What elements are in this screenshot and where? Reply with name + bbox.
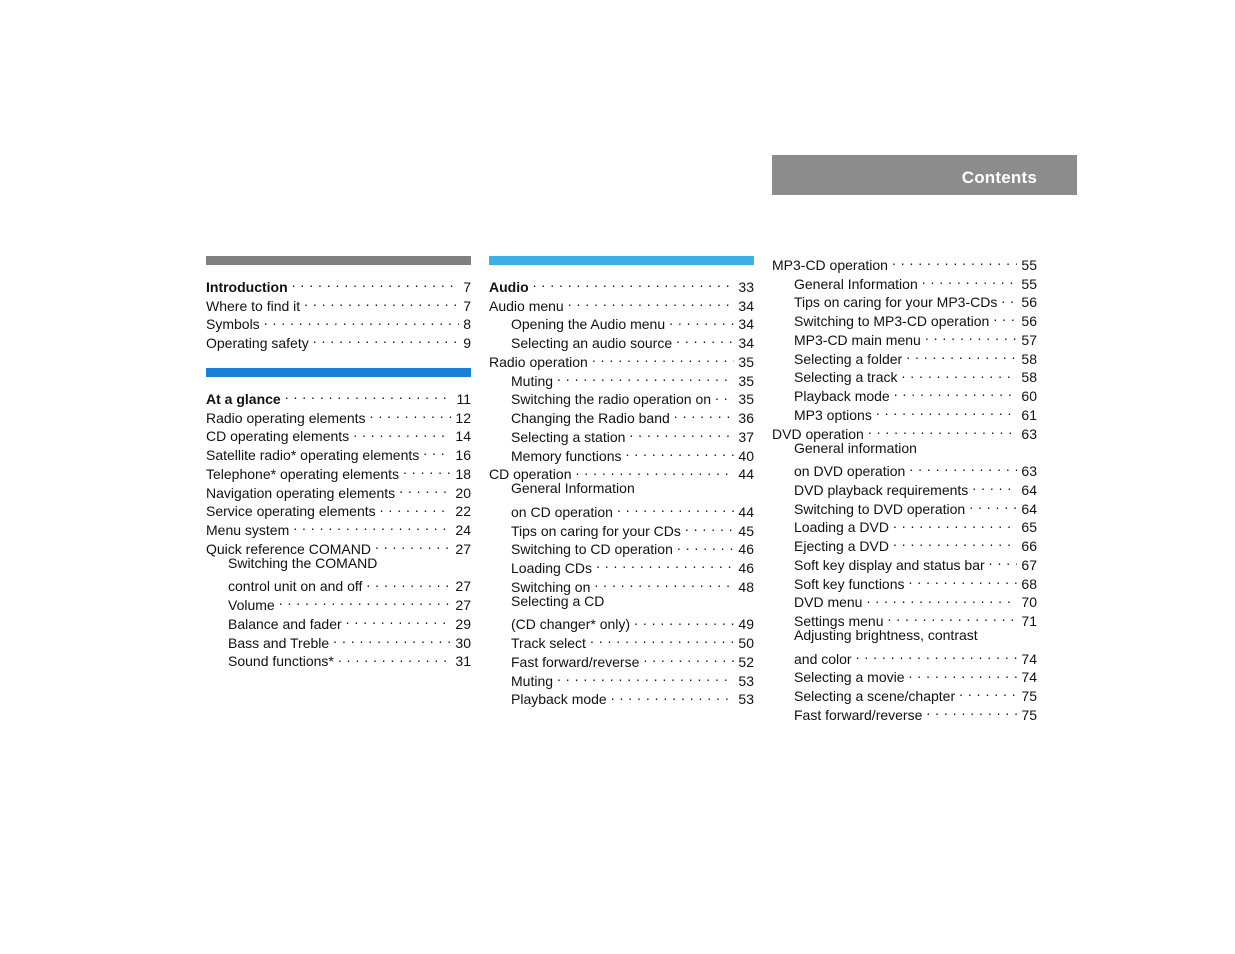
dot-leader <box>856 645 1018 664</box>
dot-leader <box>674 404 735 423</box>
dot-leader <box>866 589 1017 608</box>
toc-list <box>772 251 1037 723</box>
toc-entry-label: Tips on caring for your CDs <box>511 522 681 539</box>
dot-leader <box>892 251 1017 270</box>
dot-leader <box>906 345 1017 364</box>
toc-entry-page: 74 <box>1021 669 1037 686</box>
toc-section <box>489 256 754 708</box>
dot-leader <box>399 479 451 498</box>
toc-entry[interactable] <box>489 498 754 520</box>
toc-entry-label: Switching to DVD operation <box>794 500 966 517</box>
toc-entry-label: Navigation operating elements <box>206 484 396 501</box>
toc-entry-label: on DVD operation <box>794 463 906 479</box>
toc-entry-label: Soft key display and status bar <box>794 556 985 573</box>
toc-section <box>772 251 1037 723</box>
toc-entry-label: Selecting a CD <box>511 592 605 609</box>
toc-entry-page: 61 <box>1021 406 1037 423</box>
toc-entry-label: Symbols <box>206 316 260 333</box>
toc-entry-page: 35 <box>738 372 754 389</box>
dot-leader <box>685 517 735 536</box>
toc-entry-label: Radio operating elements <box>206 409 366 426</box>
toc-entry-page: 46 <box>738 541 754 558</box>
toc-entry-page: 64 <box>1021 481 1037 498</box>
dot-leader <box>533 273 735 292</box>
dot-leader <box>285 385 453 404</box>
toc-entry-page: 14 <box>455 428 471 445</box>
toc-entry[interactable] <box>772 457 1037 479</box>
dot-leader <box>353 423 451 442</box>
toc-entry[interactable] <box>489 479 754 498</box>
toc-column-1 <box>206 256 471 686</box>
toc-entry-label: Introduction <box>206 278 288 295</box>
toc-entry-page: 37 <box>738 428 754 445</box>
toc-entry-page: 16 <box>455 447 471 463</box>
toc-entry-page: 58 <box>1021 369 1037 386</box>
toc-entry-page: 65 <box>1021 519 1037 536</box>
dot-leader <box>643 648 734 667</box>
toc-entry-page: 27 <box>455 597 471 613</box>
toc-entry-label: MP3-CD main menu <box>794 331 921 348</box>
toc-entry-page: 56 <box>1021 313 1037 329</box>
dot-leader <box>568 292 735 311</box>
toc-entry-label: Selecting a track <box>794 369 898 386</box>
dot-leader <box>279 591 452 610</box>
toc-entry-page: 36 <box>738 410 754 426</box>
toc-entry-page: 64 <box>1021 500 1037 517</box>
dot-leader <box>380 498 452 517</box>
toc-entry-page: 35 <box>738 391 754 408</box>
dot-leader <box>338 648 452 667</box>
toc-entry-page: 60 <box>1021 388 1037 404</box>
toc-entry-label: MP3-CD operation <box>772 256 888 273</box>
toc-entry-page: 75 <box>1021 688 1037 704</box>
toc-entry-label: MP3 options <box>794 406 872 423</box>
toc-entry-page: 18 <box>455 465 471 482</box>
dot-leader <box>925 326 1018 345</box>
toc-section <box>206 368 471 670</box>
toc-entry-label: Loading CDs <box>511 560 592 576</box>
dot-leader <box>909 570 1018 589</box>
toc-entry-page: 27 <box>455 540 471 557</box>
toc-entry-label: Selecting a movie <box>794 669 905 686</box>
toc-entry-label: Tips on caring for your MP3-CDs <box>794 294 998 311</box>
dot-leader <box>676 329 734 348</box>
toc-entry-label: Radio operation <box>489 353 588 370</box>
toc-entry-label: Ejecting a DVD <box>794 538 889 554</box>
toc-entry-page: 57 <box>1021 331 1037 348</box>
dot-leader <box>576 461 735 480</box>
dot-leader <box>629 423 734 442</box>
toc-entry-label: Audio menu <box>489 297 564 314</box>
toc-entry[interactable] <box>772 251 1037 273</box>
toc-entry-label: Fast forward/reverse <box>511 653 640 670</box>
dot-leader <box>634 611 734 630</box>
toc-entry-label: DVD playback requirements <box>794 481 969 498</box>
dot-leader <box>366 573 451 592</box>
toc-entry-page: 34 <box>738 297 754 314</box>
toc-entry-label: Loading a DVD <box>794 519 889 536</box>
toc-entry-page: 45 <box>738 522 754 539</box>
toc-entry-label: Switching the COMAND <box>228 554 378 571</box>
dot-leader <box>677 536 735 555</box>
toc-entry-label: Balance and fader <box>228 615 342 632</box>
toc-entry-label: Changing the Radio band <box>511 410 670 426</box>
toc-entry-page: 7 <box>463 278 471 295</box>
toc-entry-page: 29 <box>455 615 471 632</box>
dot-leader <box>292 273 460 292</box>
section-color-bar <box>206 368 471 377</box>
dot-leader <box>375 535 451 554</box>
dot-leader <box>557 667 734 686</box>
dot-leader <box>596 554 734 573</box>
toc-entry-label: Switching to CD operation <box>511 541 673 558</box>
toc-entry-page: 53 <box>738 691 754 708</box>
dot-leader <box>264 311 460 330</box>
toc-entry-label: Volume <box>228 597 275 613</box>
toc-entry-page: 40 <box>738 447 754 464</box>
toc-entry-page: 44 <box>738 503 754 520</box>
toc-entry-label: Fast forward/reverse <box>794 706 923 723</box>
dot-leader <box>876 401 1018 420</box>
toc-entry-page: 31 <box>455 653 471 670</box>
dot-leader <box>902 364 1018 383</box>
toc-entry-page: 27 <box>455 578 471 595</box>
dot-leader <box>893 514 1017 533</box>
dot-leader <box>969 495 1017 514</box>
toc-entry-page: 63 <box>1021 425 1037 442</box>
toc-column-3 <box>772 251 1037 740</box>
dot-leader <box>993 307 1017 326</box>
toc-entry-page: 34 <box>738 316 754 333</box>
toc-entry-label: Selecting a scene/chapter <box>794 688 956 704</box>
dot-leader <box>625 442 734 461</box>
toc-entry-page: 44 <box>738 466 754 483</box>
dot-leader <box>959 682 1017 701</box>
toc-list <box>206 385 471 670</box>
page-title: Contents <box>961 168 1037 187</box>
toc-entry-label: General Information <box>511 480 635 497</box>
dot-leader <box>313 329 459 348</box>
toc-entry-label: Service operating elements <box>206 503 376 520</box>
toc-entry-page: 55 <box>1021 275 1037 292</box>
section-color-bar <box>206 256 471 265</box>
toc-entry-page: 8 <box>463 316 471 333</box>
dot-leader <box>557 367 734 386</box>
dot-leader <box>893 532 1017 551</box>
toc-entry-page: 20 <box>455 484 471 501</box>
toc-entry-page: 35 <box>738 353 754 370</box>
toc-list <box>206 273 471 351</box>
contents-header-bar <box>772 155 1077 195</box>
dot-leader <box>617 498 734 517</box>
toc-entry-label: Bass and Treble <box>228 634 330 651</box>
toc-entry-label: Opening the Audio menu <box>511 316 666 333</box>
toc-entry[interactable] <box>206 573 471 595</box>
toc-entry-label: Settings menu <box>794 613 884 629</box>
toc-entry-page: 66 <box>1021 538 1037 554</box>
dot-leader <box>611 686 735 705</box>
toc-entry-label: and color <box>794 650 852 667</box>
dot-leader <box>926 701 1017 720</box>
toc-entry-page: 74 <box>1021 650 1037 667</box>
toc-section <box>206 256 471 351</box>
toc-entry-label: Playback mode <box>794 388 890 404</box>
toc-entry-label: Muting <box>511 672 554 689</box>
toc-entry-label: Playback mode <box>511 691 607 708</box>
dot-leader <box>370 404 452 423</box>
toc-entry-page: 22 <box>455 503 471 520</box>
toc-entry-page: 55 <box>1021 256 1037 273</box>
toc-entry-label: Quick reference COMAND <box>206 540 371 557</box>
toc-entry-label: CD operation <box>489 466 572 483</box>
dot-leader <box>669 311 734 330</box>
toc-entry[interactable] <box>206 554 471 573</box>
toc-entry-label: Switching the radio operation on <box>511 391 712 408</box>
toc-entry-label: Selecting a station <box>511 428 626 445</box>
toc-entry-label: Soft key functions <box>794 575 905 592</box>
toc-entry-page: 67 <box>1021 556 1037 573</box>
toc-entry-label: control unit on and off <box>228 578 363 595</box>
dot-leader <box>894 382 1018 401</box>
toc-entry-label: Switching to MP3-CD operation <box>794 313 990 329</box>
dot-leader <box>423 441 451 460</box>
dot-leader <box>909 664 1018 683</box>
toc-entry-page: 68 <box>1021 575 1037 592</box>
toc-entry-page: 7 <box>463 297 471 314</box>
dot-leader <box>594 573 734 592</box>
dot-leader <box>592 348 735 367</box>
toc-entry[interactable] <box>772 645 1037 667</box>
toc-entry-label: CD operating elements <box>206 428 350 445</box>
toc-entry[interactable] <box>489 292 754 314</box>
toc-entry-page: 46 <box>738 560 754 576</box>
toc-entry[interactable] <box>489 611 754 633</box>
dot-leader <box>922 270 1018 289</box>
toc-entry-label: Selecting an audio source <box>511 335 673 351</box>
toc-entry-label: DVD operation <box>772 425 864 442</box>
toc-entry[interactable] <box>489 273 754 295</box>
toc-entry-page: 50 <box>738 635 754 651</box>
dot-leader <box>868 420 1018 439</box>
toc-entry-page: 71 <box>1021 613 1037 629</box>
dot-leader <box>304 292 459 311</box>
toc-entry-page: 33 <box>738 278 754 295</box>
toc-entry[interactable] <box>206 273 471 295</box>
toc-entry-label: Menu system <box>206 522 290 538</box>
dot-leader <box>346 610 452 629</box>
toc-entry-page: 70 <box>1021 594 1037 611</box>
toc-entry-page: 63 <box>1021 463 1037 479</box>
toc-entry-page: 48 <box>738 578 754 595</box>
dot-leader <box>293 516 451 535</box>
dot-leader <box>590 629 734 648</box>
toc-entry-label: Memory functions <box>511 447 622 464</box>
toc-entry-page: 12 <box>455 409 471 426</box>
toc-entry-label: (CD changer* only) <box>511 616 631 633</box>
toc-entry-label: Sound functions* <box>228 653 334 670</box>
toc-column-2 <box>489 256 754 724</box>
dot-leader <box>972 476 1017 495</box>
dot-leader <box>403 460 451 479</box>
toc-entry-label: on CD operation <box>511 503 613 520</box>
toc-entry-page: 30 <box>455 634 471 651</box>
dot-leader <box>1001 289 1017 308</box>
toc-entry-page: 49 <box>738 616 754 633</box>
dot-leader <box>333 629 451 648</box>
toc-entry-page: 75 <box>1021 706 1037 723</box>
dot-leader <box>888 607 1018 626</box>
toc-entry-label: DVD menu <box>794 594 863 611</box>
toc-entry-page: 58 <box>1021 350 1037 367</box>
toc-list <box>489 273 754 708</box>
toc-entry-label: Operating safety <box>206 335 309 351</box>
dot-leader <box>989 551 1018 570</box>
toc-entry-label: Where to find it <box>206 297 301 314</box>
toc-entry-label: Telephone* operating elements <box>206 465 400 482</box>
toc-entry-page: 52 <box>738 653 754 670</box>
toc-entry[interactable] <box>206 385 471 407</box>
toc-entry-label: Switching on <box>511 578 591 595</box>
toc-entry-label: Adjusting brightness, contrast <box>794 627 978 643</box>
toc-entry-label: At a glance <box>206 390 281 407</box>
section-color-bar <box>489 256 754 265</box>
toc-entry-page: 24 <box>455 522 471 538</box>
toc-entry[interactable] <box>772 626 1037 645</box>
toc-entry-label: Muting <box>511 372 554 389</box>
toc-entry-page: 34 <box>738 335 754 351</box>
toc-entry-page: 56 <box>1021 294 1037 311</box>
toc-entry-label: Audio <box>489 278 529 295</box>
dot-leader <box>909 457 1017 476</box>
toc-entry-label: Track select <box>511 635 586 651</box>
toc-entry-page: 9 <box>463 335 471 351</box>
toc-entry-page: 11 <box>456 390 471 407</box>
toc-entry[interactable] <box>489 592 754 611</box>
toc-entry[interactable] <box>772 439 1037 458</box>
toc-entry-label: General Information <box>794 275 918 292</box>
toc-entry-label: Selecting a folder <box>794 350 903 367</box>
toc-entry-page: 53 <box>738 672 754 689</box>
toc-entry-label: General information <box>794 439 917 456</box>
dot-leader <box>715 386 734 405</box>
toc-entry-label: Satellite radio* operating elements <box>206 447 420 463</box>
